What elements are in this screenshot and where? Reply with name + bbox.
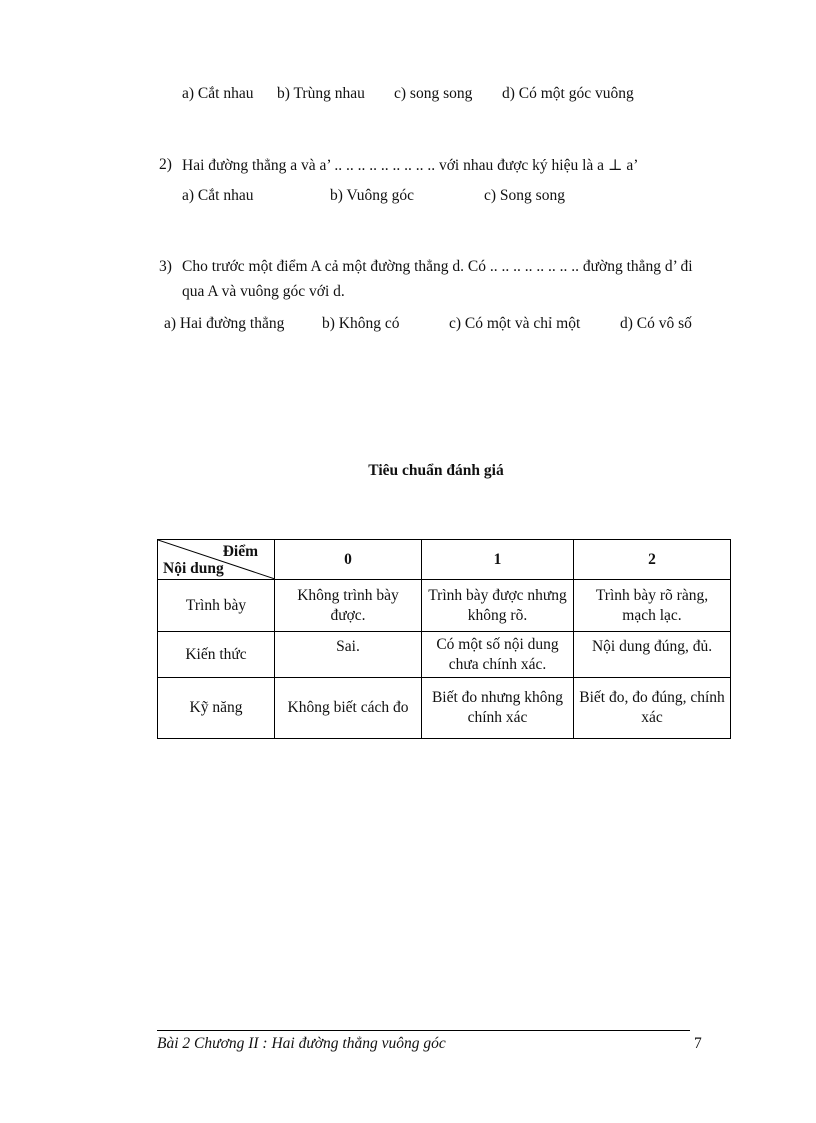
row-label: Trình bày bbox=[158, 580, 275, 632]
table-cell: Trình bày rõ ràng, mạch lạc. bbox=[574, 580, 731, 632]
q2-option-b: b) Vuông góc bbox=[330, 187, 415, 204]
evaluation-table bbox=[157, 539, 731, 739]
table-row bbox=[158, 632, 731, 678]
table-cell: Nội dung đúng, đủ. bbox=[574, 632, 731, 678]
table-cell: Có một số nội dung chưa chính xác. bbox=[422, 632, 574, 678]
q1-option-b: b) Trùng nhau bbox=[277, 85, 365, 102]
q1-option-c: c) song song bbox=[394, 85, 473, 102]
q2-option-c: c) Song song bbox=[484, 187, 565, 204]
q2-text: Hai đường thẳng a và a’ .. .. .. .. .. .. .. .. .. với nhau được ký hiệu là a ⊥ a’ bbox=[182, 157, 639, 174]
q3-option-a: a) Hai đường thẳng bbox=[164, 315, 285, 332]
q1-option-a: a) Cắt nhau bbox=[182, 85, 254, 102]
footer-title: Bài 2 Chương II : Hai đường thẳng vuông góc bbox=[157, 1035, 446, 1052]
header-content-label: Nội dung bbox=[163, 560, 224, 577]
table-cell: Không trình bày được. bbox=[275, 580, 422, 632]
section-title: Tiêu chuẩn đánh giá bbox=[368, 462, 504, 479]
row-label: Kỹ năng bbox=[158, 678, 275, 739]
column-header-1: 1 bbox=[422, 540, 574, 580]
q3-text-line2: qua A và vuông góc với d. bbox=[182, 283, 345, 300]
q3-option-c: c) Có một và chỉ một bbox=[449, 315, 581, 332]
table-cell: Sai. bbox=[275, 632, 422, 678]
row-label: Kiến thức bbox=[158, 632, 275, 678]
footer-divider bbox=[157, 1030, 690, 1031]
q2-number: 2) bbox=[159, 156, 172, 173]
q3-option-d: d) Có vô số bbox=[620, 315, 692, 332]
q3-option-b: b) Không có bbox=[322, 315, 400, 332]
header-score-label: Điểm bbox=[222, 543, 258, 560]
table-cell: Biết đo, đo đúng, chính xác bbox=[574, 678, 731, 739]
q1-option-d: d) Có một góc vuông bbox=[502, 85, 634, 102]
table-cell: Biết đo nhưng không chính xác bbox=[422, 678, 574, 739]
page-number: 7 bbox=[694, 1035, 702, 1052]
q2-option-a: a) Cắt nhau bbox=[182, 187, 254, 204]
table-row bbox=[158, 580, 731, 632]
table-cell: Trình bày được nhưng không rõ. bbox=[422, 580, 574, 632]
column-header-0: 0 bbox=[275, 540, 422, 580]
column-header-2: 2 bbox=[574, 540, 731, 580]
table-header-row bbox=[158, 540, 731, 580]
q3-text-line1: Cho trước một điểm A cả một đường thẳng d. Có .. .. .. .. .. .. .. .. đường thẳng d’ đi bbox=[182, 258, 693, 275]
q3-number: 3) bbox=[159, 258, 172, 275]
header-diagonal-cell bbox=[158, 540, 275, 580]
table-cell: Không biết cách đo bbox=[275, 678, 422, 739]
table-row bbox=[158, 678, 731, 739]
